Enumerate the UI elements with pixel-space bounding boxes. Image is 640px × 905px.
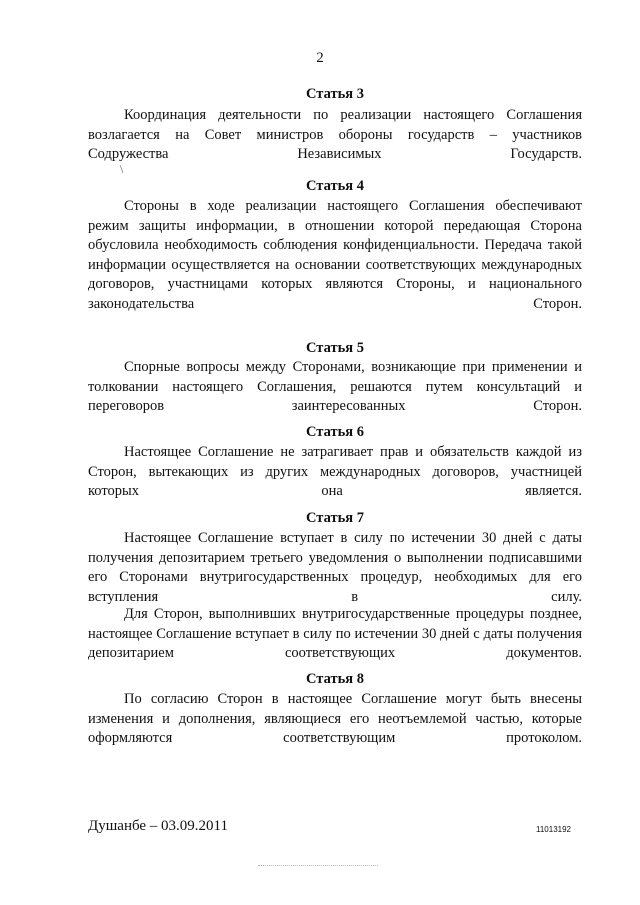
article-8-paragraph: По согласию Сторон в настоящее Соглашение могут быть внесены изменения и дополнения, являющиеся его неотъемлемой частью, которые оформляются соответствующим протоколом. — [88, 691, 582, 746]
document-code: 11013192 — [536, 825, 571, 834]
article-6-heading: Статья 6 — [306, 424, 364, 440]
article-4-heading: Статья 4 — [306, 178, 364, 194]
article-4-paragraph: Стороны в ходе реализации настоящего Соглашения обеспечивают режим защиты информации, в отношении которой передающая Сторона обусловила необходимость соблюдения конфиденциальности. Передача такой информации осуществляется на основании соответствующих международных договоров, участницами которых являются Стороны, и национального законодательства Сторон. — [88, 198, 582, 312]
article-7-paragraph-2: Для Сторон, выполнивших внутригосударственные процедуры позднее, настоящее Соглашение вступает в силу по истечении 30 дней с даты получения депозитарием соответствующих документов. — [88, 606, 582, 661]
place-date: Душанбе – 03.09.2011 — [88, 818, 229, 834]
article-3-paragraph: Координация деятельности по реализации настоящего Соглашения возлагается на Совет министров обороны государств – участников Содружества Независимых Государств. — [88, 107, 582, 162]
article-5-heading: Статья 5 — [306, 340, 364, 356]
article-8-heading: Статья 8 — [306, 671, 364, 687]
stray-mark: \ — [120, 162, 124, 176]
article-5-paragraph: Спорные вопросы между Сторонами, возникающие при применении и толковании настоящего Соглашения, решаются путем консультаций и переговоров заинтересованных Сторон. — [88, 359, 582, 414]
article-7-heading: Статья 7 — [306, 510, 364, 526]
article-7-paragraph-1: Настоящее Соглашение вступает в силу по истечении 30 дней с даты получения депозитарием третьего уведомления о выполнении подписавшими его Сторонами внутригосударственных процедур, необходимых для его вступления в силу. — [88, 530, 582, 605]
article-3-heading: Статья 3 — [306, 86, 364, 102]
article-6-paragraph: Настоящее Соглашение не затрагивает прав и обязательств каждой из Сторон, вытекающих из других международных договоров, участницей которых она является. — [88, 444, 582, 499]
scan-artifact — [258, 865, 378, 866]
page-number: 2 — [316, 50, 324, 66]
